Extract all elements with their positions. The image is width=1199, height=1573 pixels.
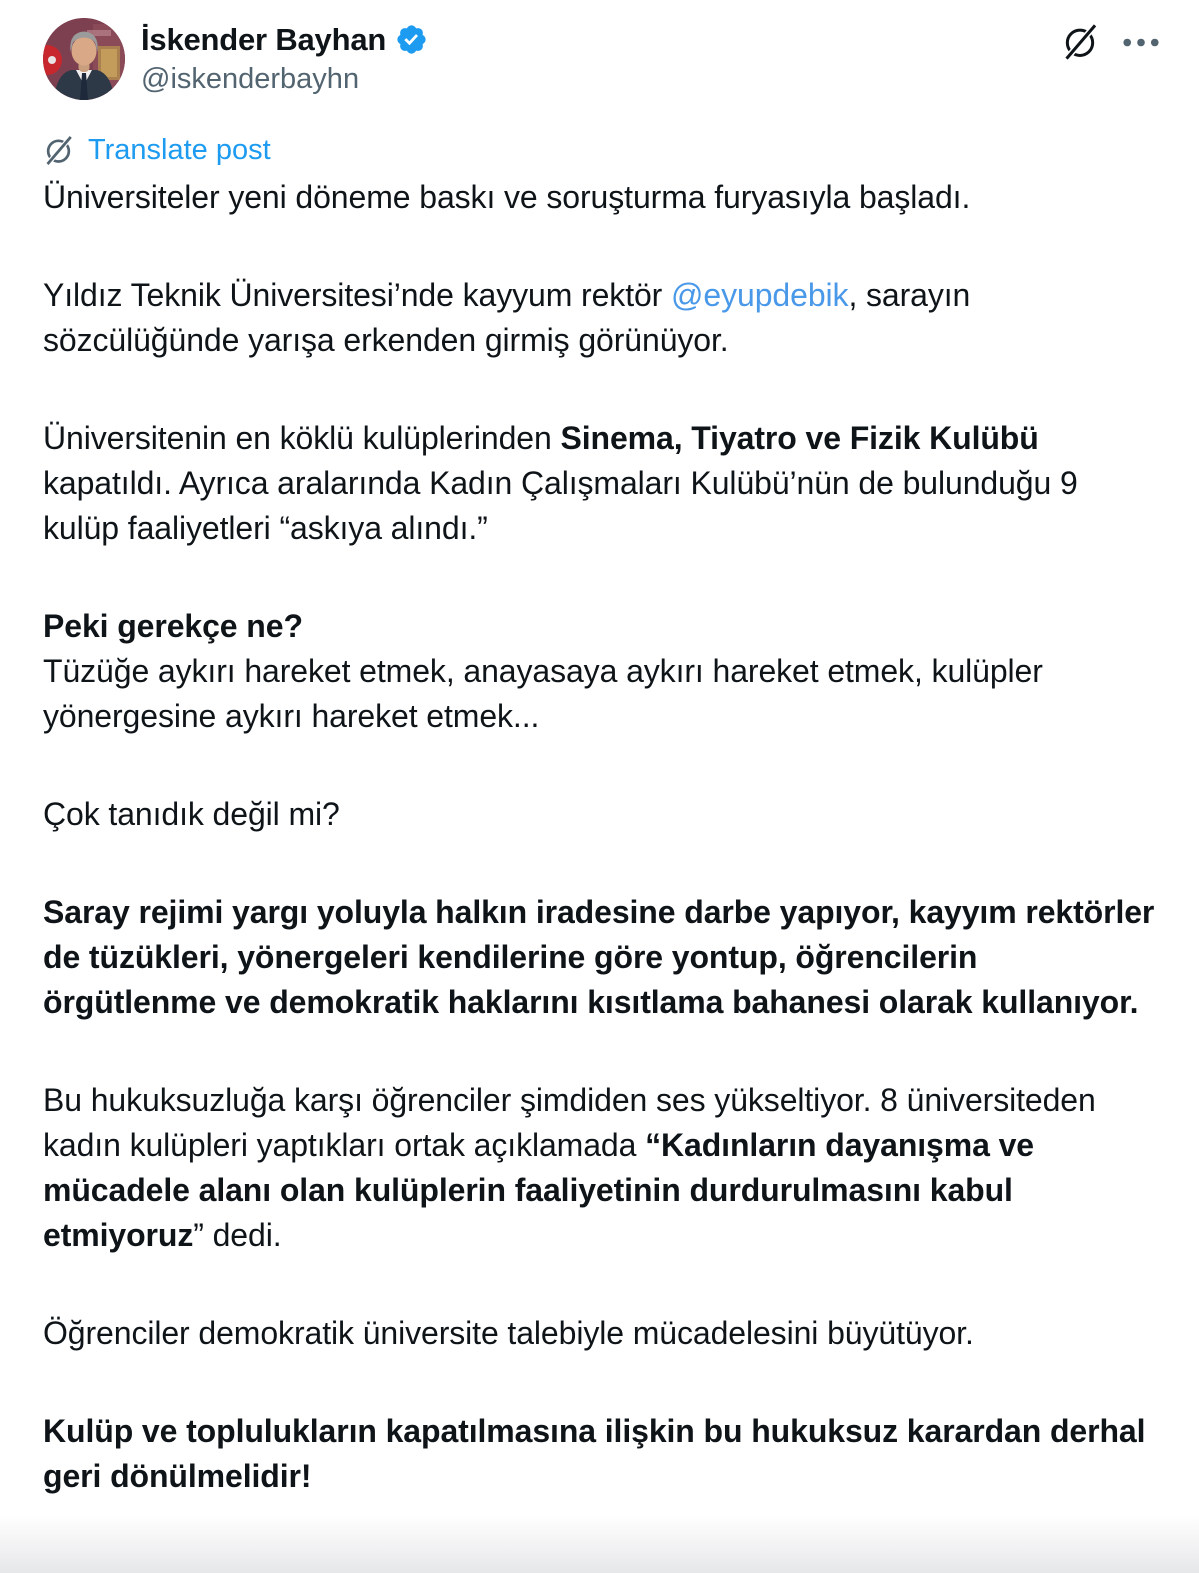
tweet-bold-segment: Kulüp ve toplulukların kapatılmasına ilişkin bu hukuksuz karardan derhal geri dönülmelidir! bbox=[43, 1413, 1146, 1494]
tweet-paragraph bbox=[43, 1409, 1159, 1499]
display-name[interactable]: İskender Bayhan bbox=[141, 22, 387, 57]
tweet-text-segment: Çok tanıdık değil mi? bbox=[43, 796, 340, 832]
tweet-text-segment: Öğrenciler demokratik üniversite talebiyle mücadelesini büyütüyor. bbox=[43, 1315, 974, 1351]
tweet-paragraph bbox=[43, 792, 1159, 837]
tweet-text-segment: Üniversiteler yeni döneme baskı ve soruşturma furyasıyla başladı. bbox=[43, 179, 971, 215]
translate-post-label: Translate post bbox=[88, 134, 271, 166]
post-header bbox=[43, 18, 1159, 100]
bottom-fade-overlay bbox=[0, 1515, 1199, 1573]
tweet-bold-segment: “Kadınların dayanışma ve mücadele alanı olan kulüplerin faaliyetinin durdurulmasını kabul etmiyoruz bbox=[43, 1127, 1034, 1253]
tweet-text bbox=[43, 175, 1159, 1499]
mention-link-eyupdebik[interactable]: @eyupdebik bbox=[671, 277, 849, 313]
user-names-block bbox=[141, 18, 1061, 98]
tweet-paragraph bbox=[43, 416, 1159, 551]
verified-badge-icon bbox=[395, 23, 428, 56]
tweet-paragraph bbox=[43, 890, 1159, 1025]
tweet-paragraph bbox=[43, 1078, 1159, 1258]
translate-post-button[interactable] bbox=[43, 134, 271, 167]
tweet-paragraph bbox=[43, 175, 1159, 220]
tweet-bold-segment: Sinema, Tiyatro ve Fizik Kulübü bbox=[560, 420, 1039, 456]
user-handle[interactable]: @iskenderbayhn bbox=[141, 63, 360, 95]
avatar-photo-illustration bbox=[43, 18, 125, 100]
tweet-bold-segment: Peki gerekçe ne? bbox=[43, 608, 303, 644]
tweet-text-segment: Üniversitenin en köklü kulüplerinden bbox=[43, 420, 561, 456]
tweet-text-segment: Bu hukuksuzluğa karşı öğrenciler şimdiden ses yükseltiyor. 8 üniversiteden kadın kulüpleri yaptıkları ortak açıklamada bbox=[43, 1082, 1096, 1163]
header-actions bbox=[1061, 18, 1159, 61]
grok-translate-icon bbox=[43, 135, 74, 166]
tweet-text-segment: Tüzüğe aykırı hareket etmek, anayasaya aykırı hareket etmek, kulüpler yönergesine aykırı hareket etmek... bbox=[43, 653, 1043, 734]
tweet-paragraph bbox=[43, 1311, 1159, 1356]
tweet-text-segment: ” dedi. bbox=[193, 1217, 282, 1253]
grok-icon[interactable] bbox=[1061, 23, 1099, 61]
tweet-paragraph bbox=[43, 273, 1159, 363]
more-menu-icon[interactable] bbox=[1123, 23, 1159, 47]
tweet-text-segment: kapatıldı. Ayrıca aralarında Kadın Çalışmaları Kulübü’nün de bulunduğu 9 kulüp faaliyetleri “askıya alındı.” bbox=[43, 465, 1078, 546]
tweet-bold-segment: Saray rejimi yargı yoluyla halkın iradesine darbe yapıyor, kayyım rektörler de tüzükleri, yönergeleri kendilerine göre yontup, öğrencilerin örgütlenme ve demokratik haklarını kısıtlama bahanesi olarak kullanıyor. bbox=[43, 894, 1155, 1020]
avatar[interactable] bbox=[43, 18, 125, 100]
tweet-paragraph bbox=[43, 604, 1159, 739]
tweet-text-segment: Yıldız Teknik Üniversitesi’nde kayyum rektör bbox=[43, 277, 672, 313]
tweet-text-segment: , sarayın sözcülüğünde yarışa erkenden girmiş görünüyor. bbox=[43, 277, 971, 358]
